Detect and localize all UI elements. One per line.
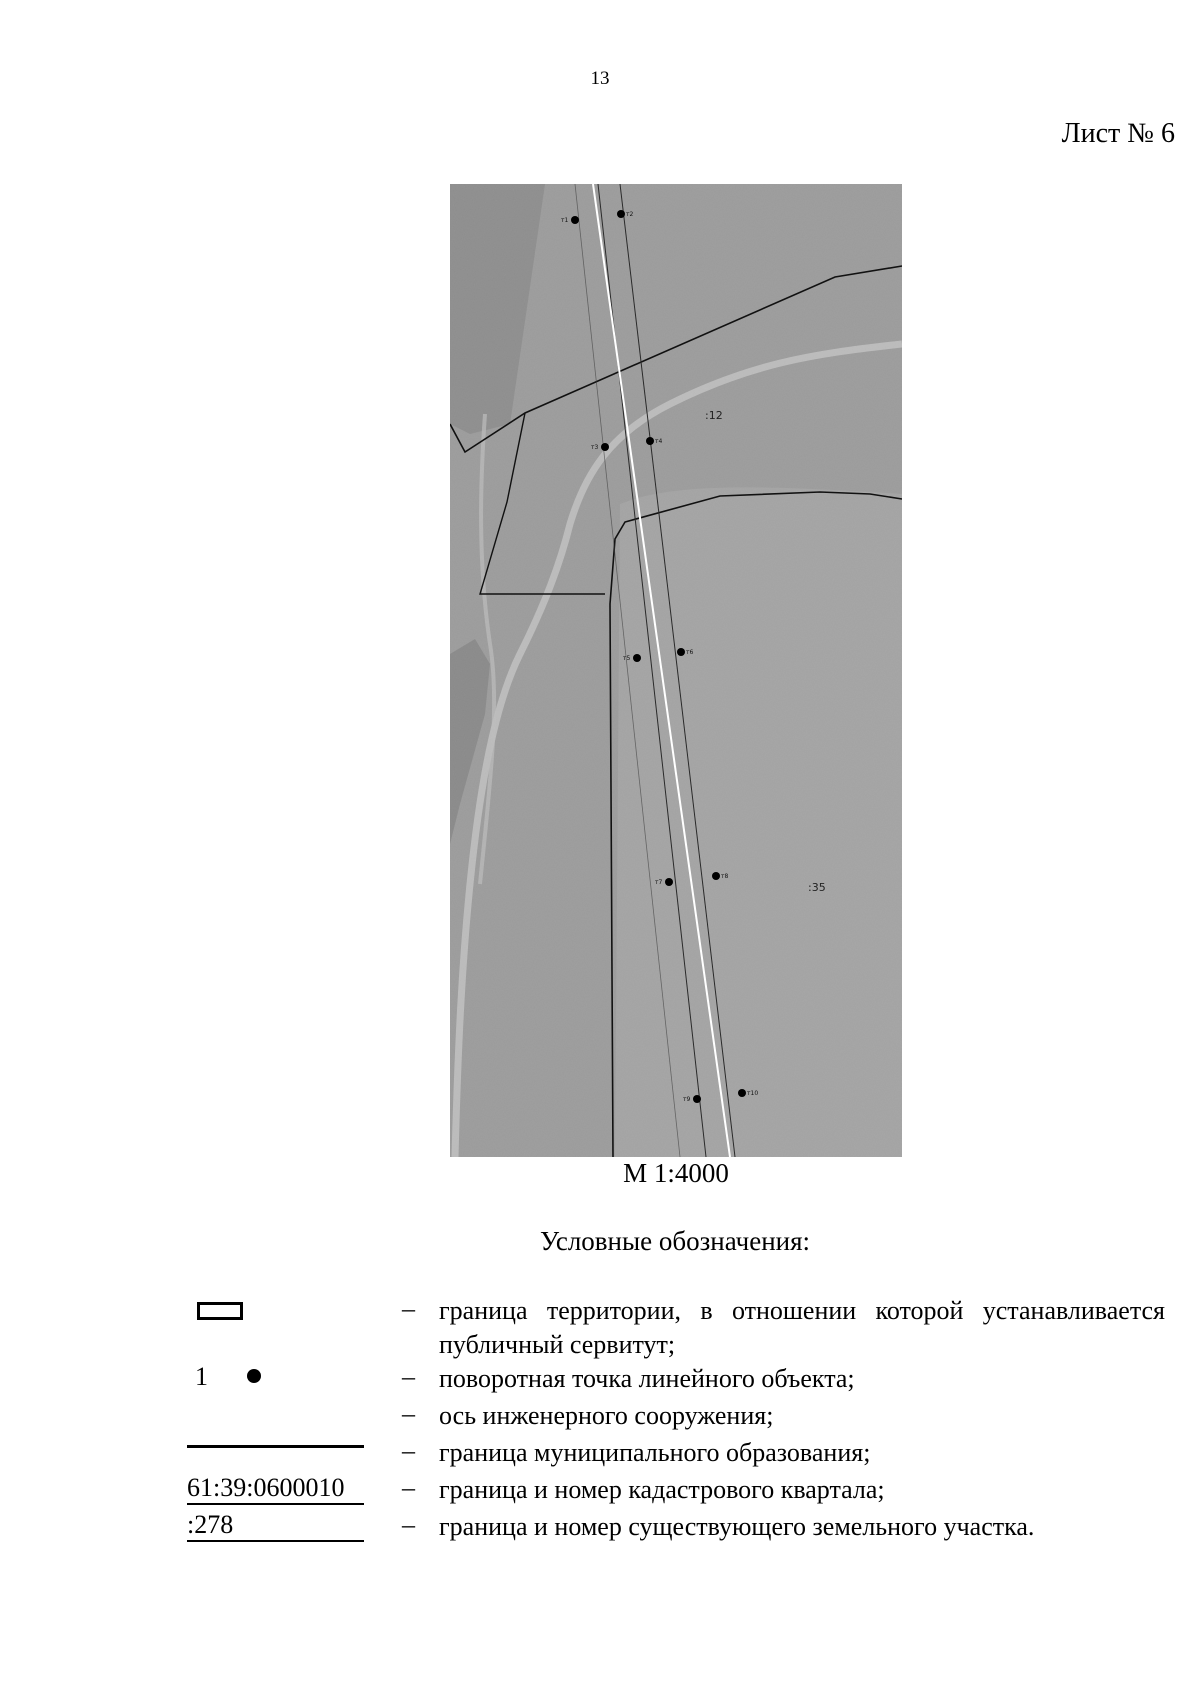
point-label: т2 (626, 211, 634, 218)
turning-point (665, 878, 673, 886)
sheet-label: Лист № 6 (1061, 118, 1175, 149)
legend-text: граница и номер существующего земельного участка. (439, 1512, 1035, 1541)
legend-dash: – (402, 1294, 415, 1323)
turning-point (601, 443, 609, 451)
point-symbol (247, 1369, 261, 1383)
legend-title: Условные обозначения: (539, 1226, 811, 1256)
point-label: т8 (721, 873, 729, 880)
municipal-boundary-symbol (187, 1445, 364, 1448)
turning-point (617, 210, 625, 218)
cadastral-quarter-symbol: 61:39:0600010 (187, 1473, 364, 1505)
legend-dash: – (402, 1510, 415, 1539)
point-label: т10 (747, 1090, 759, 1097)
point-label: т7 (655, 879, 663, 886)
legend-text: поворотная точка линейного объекта; (439, 1364, 855, 1393)
point-label: т6 (686, 649, 694, 656)
page-number: 13 (590, 68, 610, 89)
point-label: т1 (561, 217, 569, 224)
turning-point (633, 654, 641, 662)
point-label: т4 (655, 438, 663, 445)
legend-dash: – (402, 1473, 415, 1502)
point-label: т5 (623, 655, 631, 662)
point-label: т9 (683, 1096, 691, 1103)
turning-point (738, 1089, 746, 1097)
map-scale: М 1:4000 (623, 1158, 729, 1188)
legend-text: ось инженерного сооружения; (439, 1401, 774, 1430)
region-label: :35 (808, 881, 826, 894)
turning-point (646, 437, 654, 445)
legend-dash: – (402, 1436, 415, 1465)
land-parcel-symbol: :278 (187, 1510, 364, 1542)
point-number-symbol: 1 (195, 1362, 208, 1391)
map-image (450, 184, 902, 1157)
legend-text: граница муниципального образования; (439, 1438, 871, 1467)
turning-point (712, 872, 720, 880)
turning-point (571, 216, 579, 224)
legend-text: граница территории, в отношении которой устанавливается публичный сервитут; (439, 1296, 1165, 1359)
servitude-boundary-symbol (197, 1302, 243, 1320)
region-label: :12 (705, 409, 723, 422)
turning-point (693, 1095, 701, 1103)
turning-point (677, 648, 685, 656)
legend-text: граница и номер кадастрового квартала; (439, 1475, 885, 1504)
legend-dash: – (402, 1362, 415, 1391)
point-label: т3 (591, 444, 599, 451)
legend-dash: – (402, 1399, 415, 1428)
